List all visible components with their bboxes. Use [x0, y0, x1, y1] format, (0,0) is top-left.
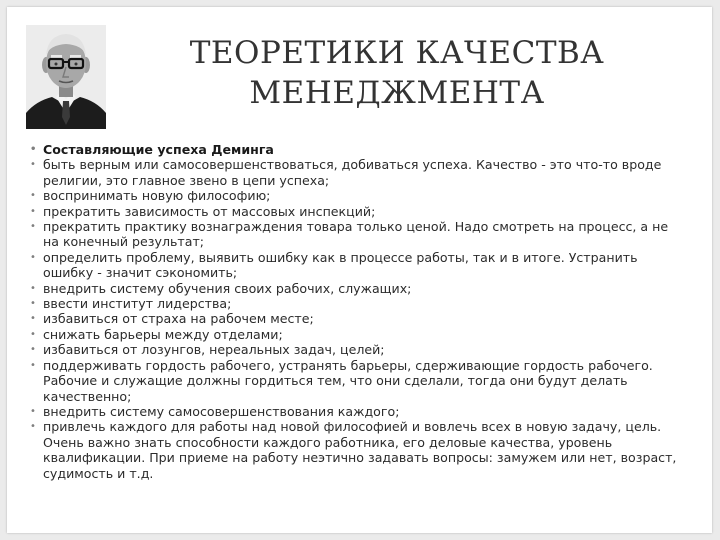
list-item — [28, 157, 688, 188]
list-item-text: воспринимать новую философию; — [43, 188, 271, 204]
title-line: ТЕОРЕТИКИ КАЧЕСТВА — [189, 35, 605, 71]
bullet-icon: • — [30, 359, 36, 371]
slide — [7, 7, 712, 533]
list-item-text: внедрить систему самосовершенствования каждого; — [43, 403, 400, 419]
list-item-text: снижать барьеры между отделами; — [43, 326, 283, 342]
bullet-icon: • — [30, 328, 36, 340]
bullet-icon: • — [30, 159, 36, 171]
list-item — [28, 219, 688, 250]
list-item — [28, 327, 688, 342]
list-item — [28, 204, 688, 219]
list-item-text: прекратить зависимость от массовых инспекций; — [43, 203, 376, 219]
list-item-text: определить проблему, выявить ошибку как в процессе работы, так и в итоге. Устранить ошибку - значит сэкономить; — [43, 249, 638, 281]
list-item-text: внедрить систему обучения своих рабочих, служащих; — [43, 280, 412, 296]
bullet-icon: • — [30, 298, 36, 310]
list-item — [28, 358, 688, 404]
list-item — [28, 404, 688, 419]
list-item — [28, 142, 688, 157]
list-item — [28, 296, 688, 311]
bullet-icon: • — [30, 251, 36, 263]
bullet-icon: • — [30, 405, 36, 417]
list-item-text: ввести институт лидерства; — [43, 296, 232, 312]
list-item-text: привлечь каждого для работы над новой философией и вовлечь всех в новую задачу, цель. Очень важно знать способности каждого работника, его деловые качества, уровень квалификации. При приеме на работу неэтично задавать вопросы: замужем или нет, возраст, судимость и т.д. — [43, 419, 677, 481]
list-item-text: поддерживать гордость рабочего, устранять барьеры, сдерживающие гордость рабочего. Рабочие и служащие должны гордиться тем, что они сделали, тогда они будут делать качественно; — [43, 357, 653, 404]
portrait-illustration — [26, 25, 106, 129]
bullet-icon: • — [30, 144, 37, 155]
bullet-icon: • — [30, 421, 36, 433]
list-item-text: избавиться от лозунгов, нереальных задач, целей; — [43, 342, 385, 358]
list-item — [28, 250, 688, 281]
list-item-text: быть верным или самосовершенствоваться, добиваться успеха. Качество - это что-то вроде религии, это главное звено в цепи успеха; — [43, 157, 662, 188]
bullet-icon: • — [30, 282, 36, 294]
slide-title — [117, 33, 677, 113]
list-item-text: избавиться от страха на рабочем месте; — [43, 311, 314, 327]
list-item — [28, 419, 688, 481]
list-item — [28, 311, 688, 326]
bullet-list — [28, 142, 688, 481]
portrait-photo — [26, 25, 106, 129]
bullet-icon: • — [30, 344, 36, 356]
list-item — [28, 281, 688, 296]
list-item — [28, 342, 688, 357]
list-item-text: прекратить практику вознаграждения товара только ценой. Надо смотреть на процесс, а не на конечный результат; — [43, 219, 669, 250]
list-item — [28, 188, 688, 203]
bullet-icon: • — [30, 221, 36, 233]
bullet-icon: • — [30, 313, 36, 325]
bullet-icon: • — [30, 190, 36, 202]
slide-header — [7, 7, 712, 137]
list-item-text: Составляющие успеха Деминга — [43, 142, 274, 157]
title-line: МЕНЕДЖМЕНТА — [249, 75, 545, 111]
bullet-icon: • — [30, 205, 36, 217]
